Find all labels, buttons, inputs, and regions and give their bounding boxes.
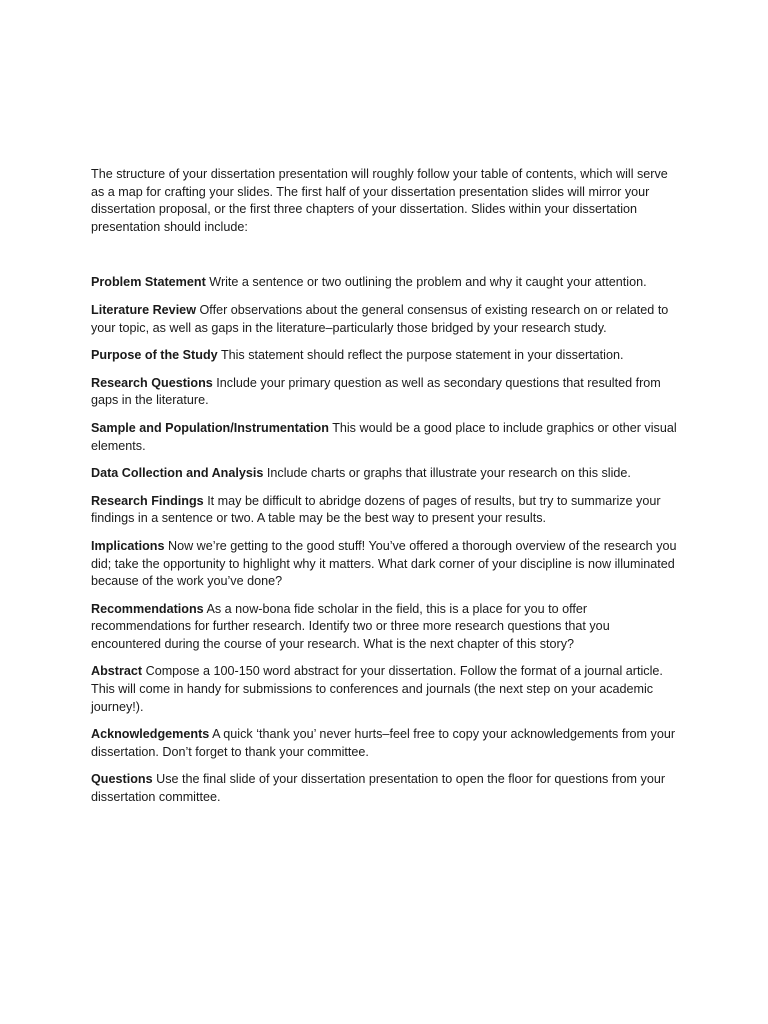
section-title: Recommendations xyxy=(91,601,204,616)
section-body: Offer observations about the general consensus of existing research on or related to your topic, as well as gaps in the literature–particularly those bridged by your research study. xyxy=(91,302,669,335)
section-research-findings xyxy=(91,493,681,528)
section-purpose-of-study xyxy=(91,347,681,365)
section-body: Use the final slide of your dissertation presentation to open the floor for questions from your dissertation committee. xyxy=(91,772,666,805)
section-sample-population xyxy=(91,420,681,455)
section-problem-statement xyxy=(91,274,681,292)
section-title: Literature Review xyxy=(91,302,196,317)
section-title: Implications xyxy=(91,538,165,553)
document-body xyxy=(91,166,681,817)
section-title: Acknowledgements xyxy=(91,727,210,742)
section-research-questions xyxy=(91,375,681,410)
section-title: Problem Statement xyxy=(91,275,206,290)
section-body: As a now-bona fide scholar in the field, this is a place for you to offer recommendations for further research. Identify two or three more research questions that you encountered during the course of your research. What is the next chapter of this story? xyxy=(91,601,610,651)
section-abstract xyxy=(91,663,681,716)
section-body: This would be a good place to include graphics or other visual elements. xyxy=(91,420,677,453)
section-body: It may be difficult to abridge dozens of pages of results, but try to summarize your findings in a sentence or two. A table may be the best way to present your results. xyxy=(91,493,661,526)
section-title: Abstract xyxy=(91,664,143,679)
section-questions xyxy=(91,771,681,806)
section-data-collection xyxy=(91,465,681,483)
section-body: Write a sentence or two outlining the problem and why it caught your attention. xyxy=(209,275,647,290)
section-implications xyxy=(91,538,681,591)
section-body: A quick ‘thank you’ never hurts–feel free to copy your acknowledgements from your dissertation. Don’t forget to thank your committee. xyxy=(91,727,676,759)
section-literature-review xyxy=(91,302,681,337)
section-body: Now we’re getting to the good stuff! You’ve offered a thorough overview of the research you did; take the opportunity to highlight why it matters. What dark corner of your discipline is now illuminated because of the work you’ve done? xyxy=(91,538,677,589)
section-title: Research Questions xyxy=(91,375,213,390)
section-recommendations xyxy=(91,601,681,654)
section-title: Data Collection and Analysis xyxy=(91,466,264,481)
section-title: Purpose of the Study xyxy=(91,348,218,363)
intro-paragraph: The structure of your dissertation presentation will roughly follow your table of contents, which will serve as a map for crafting your slides. The first half of your dissertation presentation slides will mirror your dissertation proposal, or the first three chapters of your dissertation. Slides within your dissertation presentation should include: xyxy=(91,167,668,234)
section-title: Sample and Population/Instrumentation xyxy=(91,420,329,435)
section-body: This statement should reflect the purpose statement in your dissertation. xyxy=(220,348,624,363)
section-body: Compose a 100-150 word abstract for your dissertation. Follow the format of a journal article. This will come in handy for submissions to conferences and journals (the next step on your academic journey!). xyxy=(91,664,663,714)
section-title: Questions xyxy=(91,772,153,787)
section-body: Include your primary question as well as secondary questions that resulted from gaps in the literature. xyxy=(91,375,661,408)
section-acknowledgements xyxy=(91,726,681,761)
section-body: Include charts or graphs that illustrate your research on this slide. xyxy=(266,466,631,481)
section-title: Research Findings xyxy=(91,493,204,508)
